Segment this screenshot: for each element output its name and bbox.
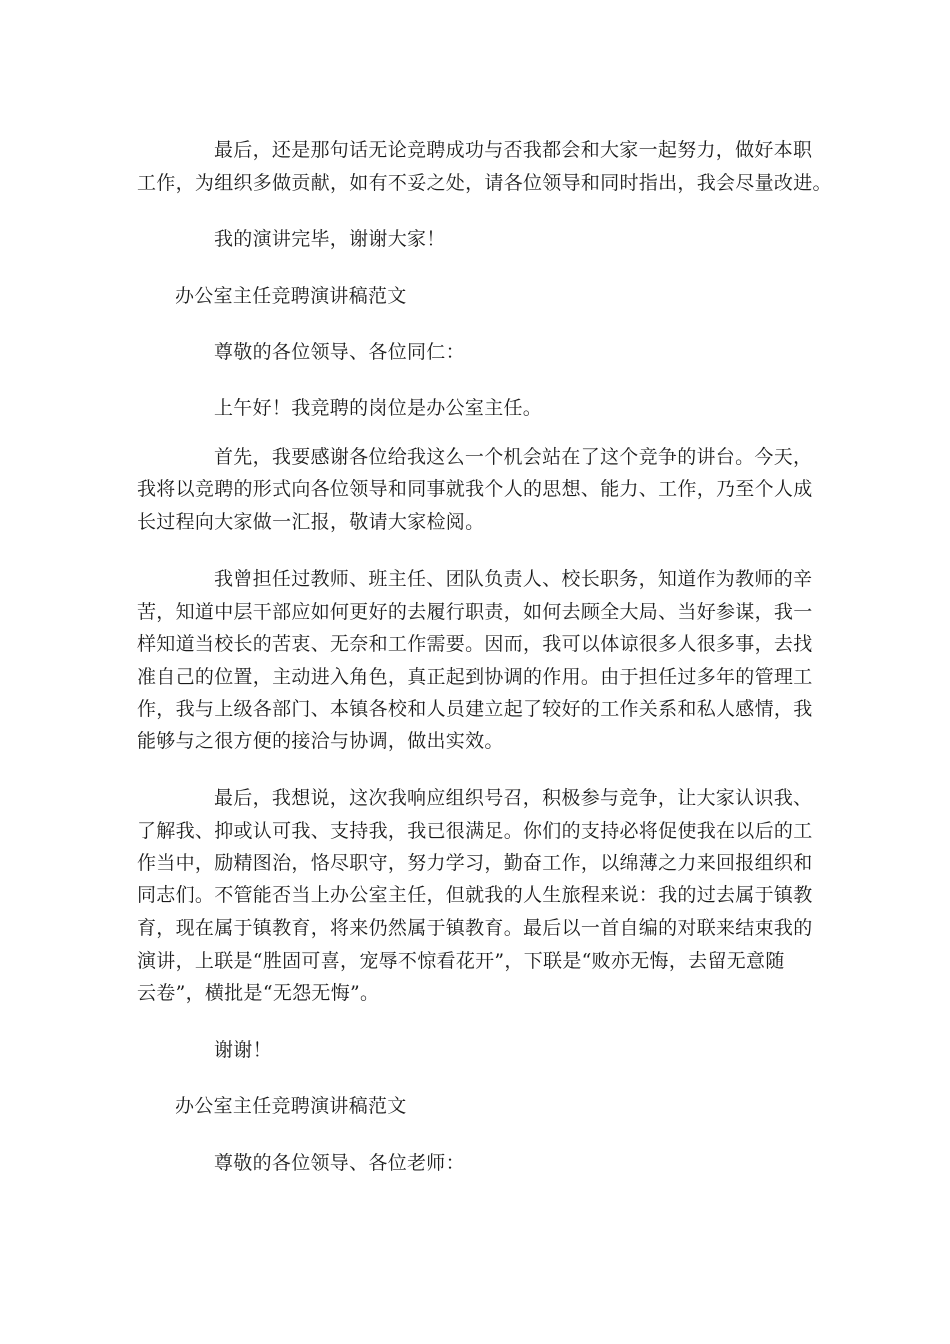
text-line: 同志们。不管能否当上办公室主任，但就我的人生旅程来说：我的过去属于镇教: [137, 884, 813, 906]
text-line: 工作，为组织多做贡献，如有不妥之处，请各位领导和同时指出，我会尽量改进。: [137, 172, 832, 194]
text-line: 长过程向大家做一汇报，敬请大家检阅。: [137, 511, 485, 533]
text-line: 最后，我想说，这次我响应组织号召，积极参与竞争，让大家认识我、: [214, 787, 813, 809]
text-line: 上午好！我竞聘的岗位是办公室主任。: [214, 397, 543, 419]
text-line: 作当中，励精图治，恪尽职守，努力学习，勤奋工作，以绵薄之力来回报组织和: [137, 852, 813, 874]
text-line: 能够与之很方便的接洽与协调，做出实效。: [137, 730, 504, 752]
text-line: 准自己的位置，主动进入角色，真正起到协调的作用。由于担任过多年的管理工: [137, 666, 813, 688]
text-line: 育，现在属于镇教育，将来仍然属于镇教育。最后以一首自编的对联来结束我的: [137, 917, 813, 939]
text-line: 苦，知道中层干部应如何更好的去履行职责，如何去顾全大局、当好参谋，我一: [137, 601, 813, 623]
text-line: 我将以竞聘的形式向各位领导和同事就我个人的思想、能力、工作，乃至个人成: [137, 478, 813, 500]
section-heading: 办公室主任竞聘演讲稿范文: [175, 1095, 407, 1117]
text-line: 首先，我要感谢各位给我这么一个机会站在了这个竞争的讲台。今天，: [214, 446, 813, 468]
text-line: 作，我与上级各部门、本镇各校和人员建立起了较好的工作关系和私人感情，我: [137, 698, 813, 720]
text-line: 了解我、抑或认可我、支持我，我已很满足。你们的支持必将促使我在以后的工: [137, 820, 813, 842]
text-line: 样知道当校长的苦衷、无奈和工作需要。因而，我可以体谅很多人很多事，去找: [137, 633, 813, 655]
salutation: 尊敬的各位领导、各位老师：: [214, 1152, 465, 1174]
text-line: 云卷”，横批是“无怨无悔”。: [137, 982, 380, 1004]
text-line: 演讲，上联是“胜固可喜，宠辱不惊看花开”，下联是“败亦无悔，去留无意随: [137, 950, 785, 972]
section-heading: 办公室主任竞聘演讲稿范文: [175, 285, 407, 307]
closing: 谢谢！: [214, 1039, 272, 1061]
text-line: 我曾担任过教师、班主任、团队负责人、校长职务，知道作为教师的辛: [214, 568, 813, 590]
text-line: 最后，还是那句话无论竞聘成功与否我都会和大家一起努力，做好本职: [214, 139, 813, 161]
text-line: 我的演讲完毕，谢谢大家！: [214, 228, 446, 250]
salutation: 尊敬的各位领导、各位同仁：: [214, 341, 465, 363]
